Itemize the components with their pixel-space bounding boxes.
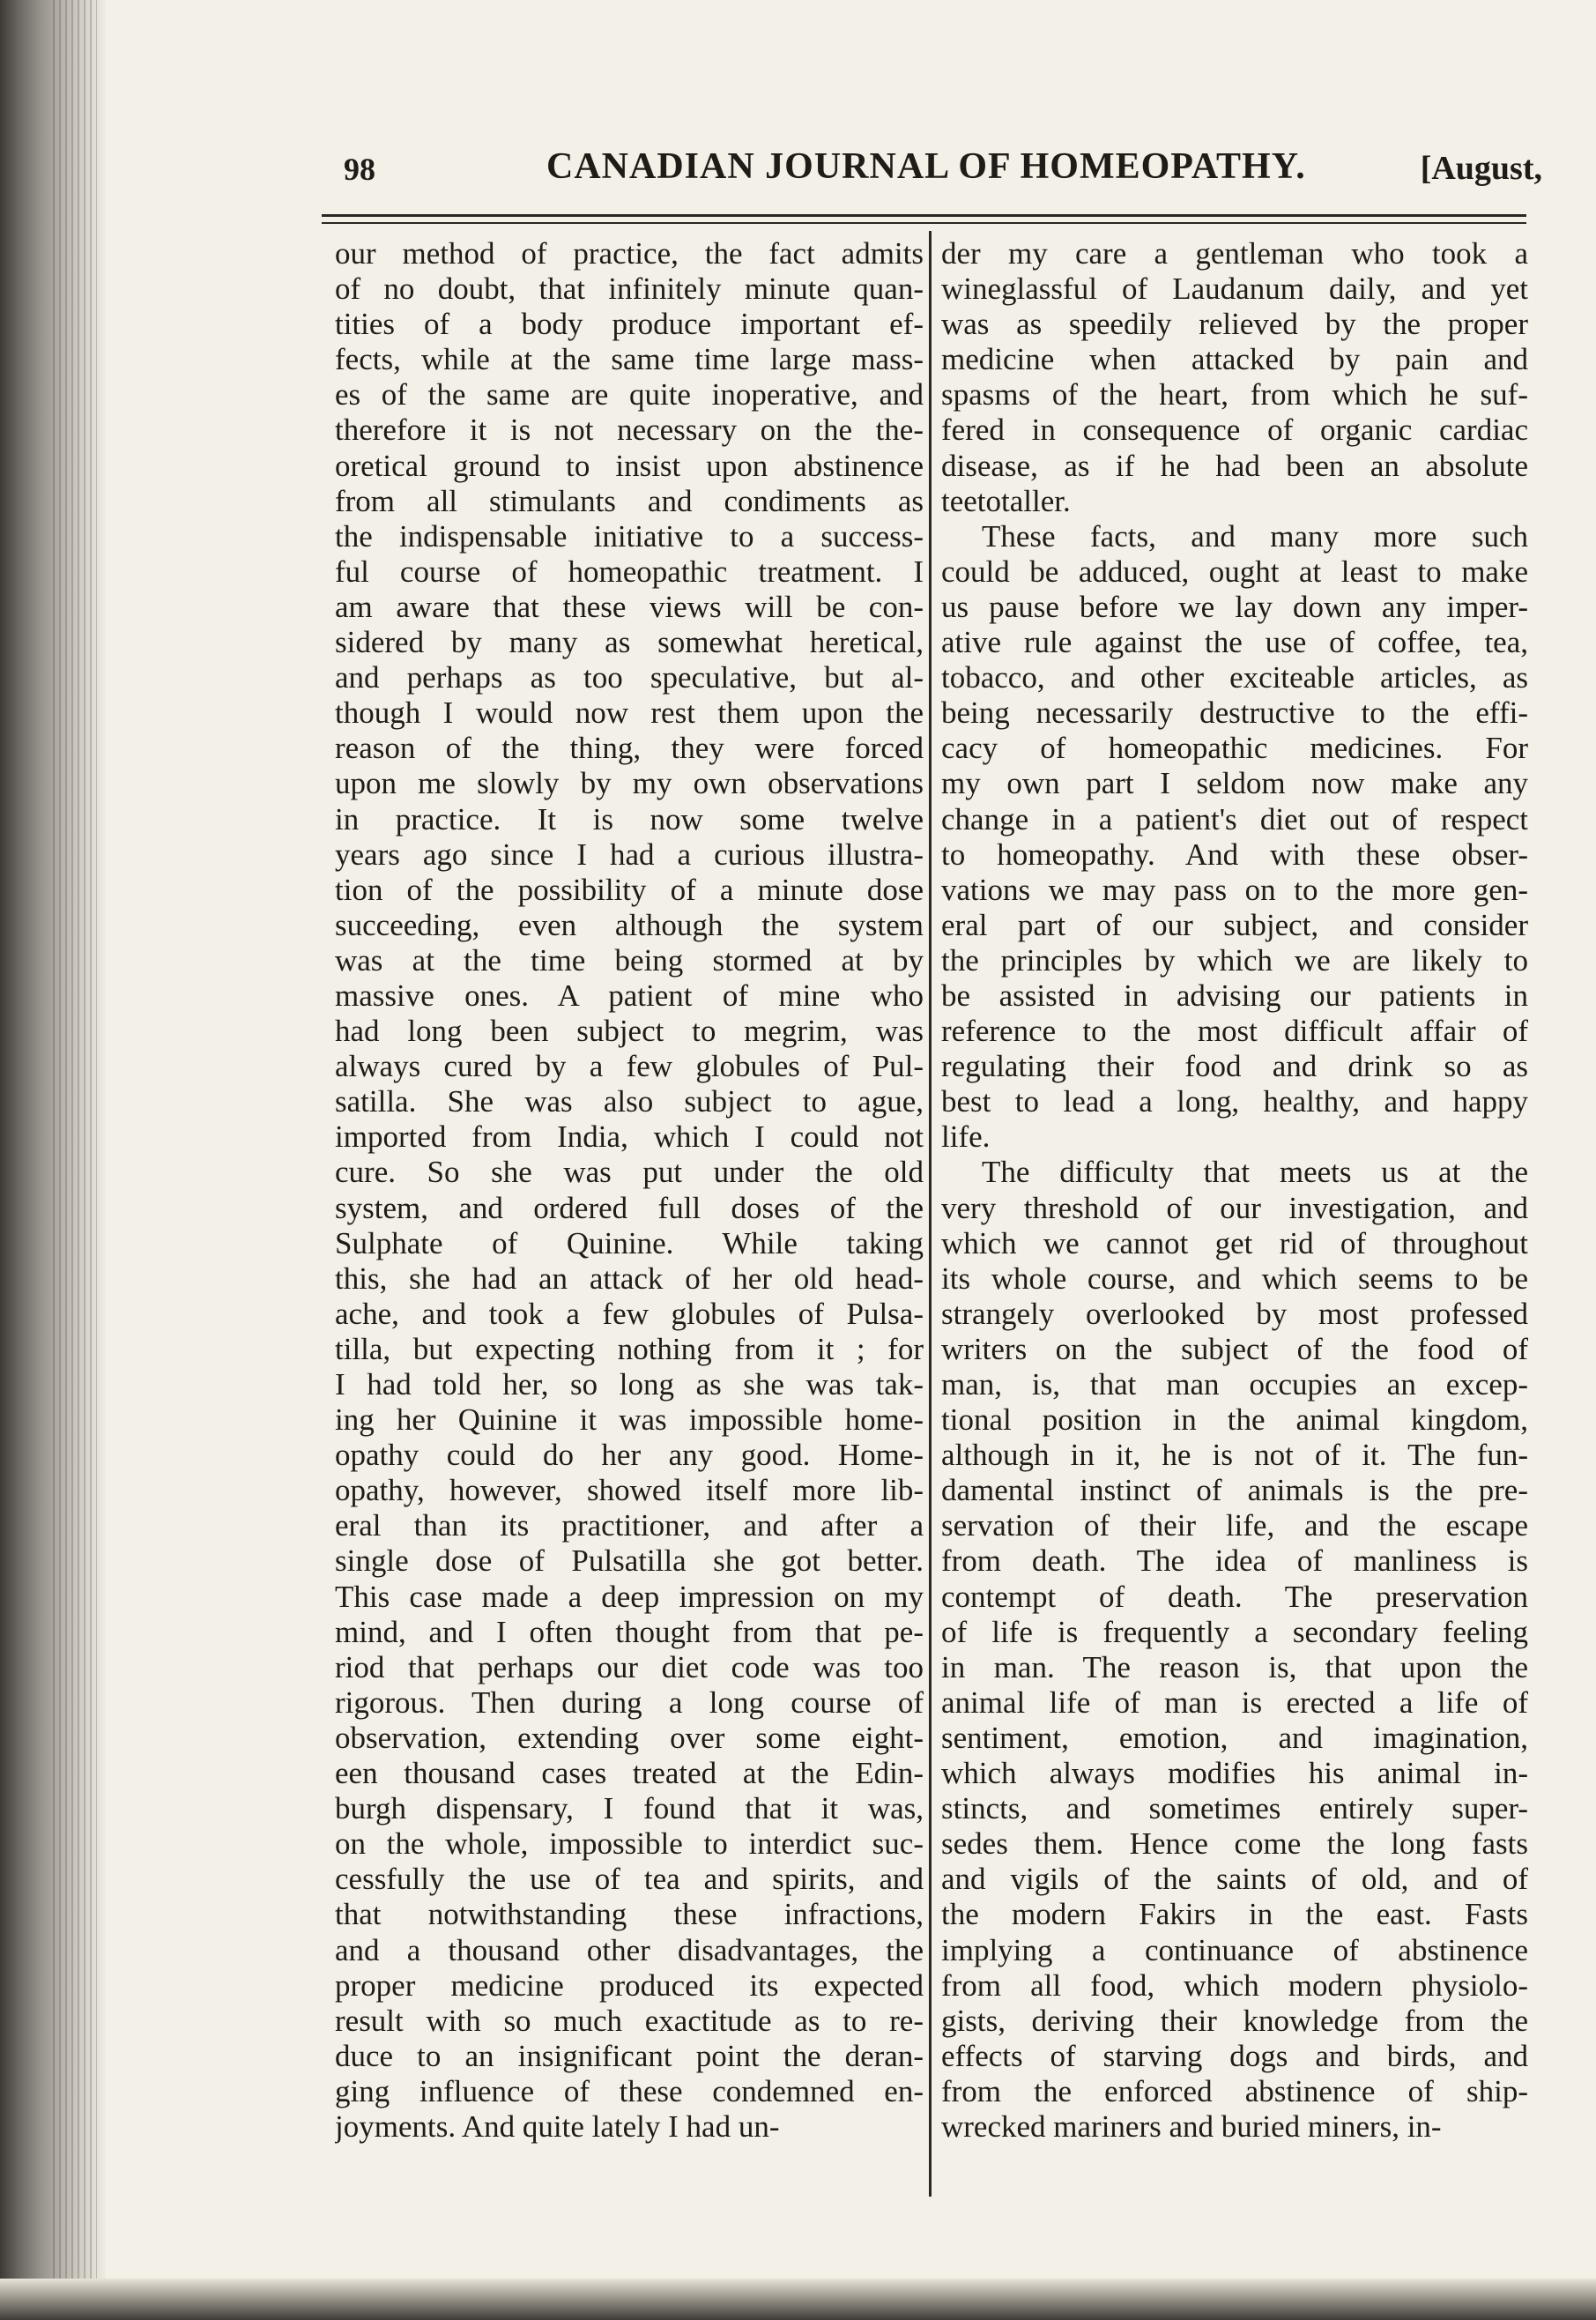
text-line: joyments. And quite lately I had un- [335, 2108, 780, 2144]
text-line: These facts, and many more such [982, 518, 1528, 554]
text-line: life. [941, 1119, 991, 1155]
text-line: disease, as if he had been an absolute [941, 448, 1528, 483]
header-rule-top [322, 214, 1526, 217]
issue-month: [August, [1420, 150, 1542, 187]
text-line: from all stimulants and condiments as [335, 483, 924, 518]
text-line: cacy of homeopathic medicines. For [941, 731, 1528, 766]
text-line: result with so much exactitude as to re- [335, 2003, 924, 2038]
page-number: 98 [344, 152, 375, 187]
text-line: years ago since I had a curious illustra- [335, 837, 924, 872]
text-line: was at the time being stormed at by [335, 942, 924, 978]
text-line: tional position in the animal kingdom, [941, 1402, 1528, 1438]
text-line: eral than its practitioner, and after a [335, 1508, 924, 1543]
text-line: this, she had an attack of her old head- [335, 1260, 924, 1296]
text-line: and perhaps as too speculative, but al- [335, 660, 924, 695]
text-line: from the enforced abstinence of ship- [941, 2073, 1528, 2108]
text-line: stincts, and sometimes entirely super- [941, 1791, 1528, 1826]
text-line: wineglassful of Laudanum daily, and yet [941, 271, 1528, 307]
text-line: reason of the thing, they were forced [335, 731, 924, 766]
text-line: am aware that these views will be con- [335, 589, 924, 624]
text-line: oretical ground to insist upon abstinence [335, 448, 924, 483]
journal-title: CANADIAN JOURNAL OF HOMEOPATHY. [546, 146, 1306, 187]
running-header [344, 145, 1542, 198]
text-line: effects of starving dogs and birds, and [941, 2038, 1528, 2073]
text-line: being necessarily destructive to the effi- [941, 695, 1528, 731]
text-line: tities of a body produce important ef- [335, 307, 924, 342]
text-line: teetotaller. [941, 483, 1071, 518]
text-line: mind, and I often thought from that pe- [335, 1614, 924, 1649]
text-line: in practice. It is now some twelve [335, 801, 924, 837]
text-line: fects, while at the same time large mass- [335, 342, 924, 377]
text-line: eral part of our subject, and consider [941, 907, 1528, 942]
text-line: riod that perhaps our diet code was too [335, 1649, 924, 1684]
text-line: system, and ordered full doses of the [335, 1190, 924, 1225]
text-line: the principles by which we are likely to [941, 942, 1528, 978]
text-line: ging influence of these condemned en- [335, 2073, 924, 2108]
text-line: very threshold of our investigation, and [941, 1190, 1528, 1225]
text-line: satilla. She was also subject to ague, [335, 1084, 924, 1119]
text-line: I had told her, so long as she was tak- [335, 1367, 924, 1402]
text-line: sidered by many as somewhat heretical, [335, 625, 924, 660]
text-line: that notwithstanding these infractions, [335, 1897, 924, 1932]
text-line: although in it, he is not of it. The fun- [941, 1438, 1528, 1473]
text-line: fered in consequence of organic cardiac [941, 413, 1528, 448]
text-line: opathy could do her any good. Home- [335, 1438, 924, 1473]
text-line: which always modifies his animal in- [941, 1756, 1528, 1791]
text-line: of life is frequently a secondary feeling [941, 1614, 1528, 1649]
text-line: burgh dispensary, I found that it was, [335, 1791, 924, 1826]
text-line: writers on the subject of the food of [941, 1331, 1528, 1366]
left-text-column [335, 236, 924, 2145]
text-line: therefore it is not necessary on the the- [335, 413, 924, 448]
text-line: ative rule against the use of coffee, tea, [941, 625, 1528, 660]
text-line: on the whole, impossible to interdict suc- [335, 1826, 924, 1862]
text-line: contempt of death. The preservation [941, 1579, 1528, 1614]
text-line: sedes them. Hence come the long fasts [941, 1826, 1528, 1862]
text-line: strangely overlooked by most professed [941, 1296, 1528, 1331]
text-line: gists, deriving their knowledge from the [941, 2003, 1528, 2038]
text-line: es of the same are quite inoperative, and [335, 377, 924, 413]
text-line: in man. The reason is, that upon the [941, 1649, 1528, 1684]
text-line: ache, and took a few globules of Pulsa- [335, 1296, 924, 1331]
text-line: the indispensable initiative to a success- [335, 518, 924, 554]
text-line: the modern Fakirs in the east. Fasts [941, 1897, 1528, 1932]
text-line: upon me slowly by my own observations [335, 766, 924, 801]
text-line: could be adduced, ought at least to make [941, 554, 1528, 589]
text-line: imported from India, which I could not [335, 1119, 924, 1155]
text-line: der my care a gentleman who took a [941, 236, 1528, 271]
text-line: animal life of man is erected a life of [941, 1684, 1528, 1720]
text-line: reference to the most difficult affair of [941, 1014, 1528, 1049]
text-line: tobacco, and other exciteable articles, as [941, 660, 1528, 695]
text-line: een thousand cases treated at the Edin- [335, 1756, 924, 1791]
text-line: its whole course, and which seems to be [941, 1260, 1528, 1296]
text-line: medicine when attacked by pain and [941, 342, 1528, 377]
text-line: cessfully the use of tea and spirits, and [335, 1862, 924, 1897]
text-line: tilla, but expecting nothing from it ; for [335, 1331, 924, 1366]
text-line: opathy, however, showed itself more lib- [335, 1473, 924, 1508]
text-line: of no doubt, that infinitely minute quan- [335, 271, 924, 307]
text-line: regulating their food and drink so as [941, 1049, 1528, 1084]
text-line: change in a patient's diet out of respect [941, 801, 1528, 837]
text-line: proper medicine produced its expected [335, 1967, 924, 2003]
text-line: from death. The idea of manliness is [941, 1543, 1528, 1579]
text-line: ful course of homeopathic treatment. I [335, 554, 924, 589]
text-line: observation, extending over some eight- [335, 1720, 924, 1755]
text-line: always cured by a few globules of Pul- [335, 1049, 924, 1084]
text-line: and vigils of the saints of old, and of [941, 1862, 1528, 1897]
text-line: spasms of the heart, from which he suf- [941, 377, 1528, 413]
text-line: damental instinct of animals is the pre- [941, 1473, 1528, 1508]
text-line: though I would now rest them upon the [335, 695, 924, 731]
text-line: ing her Quinine it was impossible home- [335, 1402, 924, 1438]
text-line: sentiment, emotion, and imagination, [941, 1720, 1528, 1755]
text-line: This case made a deep impression on my [335, 1579, 924, 1614]
text-line: servation of their life, and the escape [941, 1508, 1528, 1543]
text-line: and a thousand other disadvantages, the [335, 1932, 924, 1967]
text-line: from all food, which modern physiolo- [941, 1967, 1528, 2003]
text-line: cure. So she was put under the old [335, 1155, 924, 1190]
text-line: us pause before we lay down any imper- [941, 589, 1528, 624]
text-line: vations we may pass on to the more gen- [941, 872, 1528, 907]
text-line: duce to an insignificant point the deran- [335, 2038, 924, 2073]
text-line: my own part I seldom now make any [941, 766, 1528, 801]
text-line: which we cannot get rid of throughout [941, 1225, 1528, 1260]
text-line: tion of the possibility of a minute dose [335, 872, 924, 907]
header-rule-bottom [322, 222, 1526, 224]
text-line: be assisted in advising our patients in [941, 978, 1528, 1013]
right-text-column [941, 236, 1528, 2145]
text-line: massive ones. A patient of mine who [335, 978, 924, 1013]
text-line: was as speedily relieved by the proper [941, 307, 1528, 342]
text-line: single dose of Pulsatilla she got better. [335, 1543, 924, 1579]
text-line: man, is, that man occupies an excep- [941, 1367, 1528, 1402]
text-line: rigorous. Then during a long course of [335, 1684, 924, 1720]
text-line: best to lead a long, healthy, and happy [941, 1084, 1528, 1119]
text-line: our method of practice, the fact admits [335, 236, 924, 271]
text-line: Sulphate of Quinine. While taking [335, 1225, 924, 1260]
text-line: to homeopathy. And with these obser- [941, 837, 1528, 872]
text-line: succeeding, even although the system [335, 907, 924, 942]
text-line: implying a continuance of abstinence [941, 1932, 1528, 1967]
column-divider [929, 231, 932, 2197]
text-line: had long been subject to megrim, was [335, 1014, 924, 1049]
page-bottom-edge [0, 2279, 1596, 2320]
text-line: The difficulty that meets us at the [982, 1155, 1528, 1190]
page-stack-edges [53, 0, 97, 2320]
text-line: wrecked mariners and buried miners, in- [941, 2108, 1442, 2144]
